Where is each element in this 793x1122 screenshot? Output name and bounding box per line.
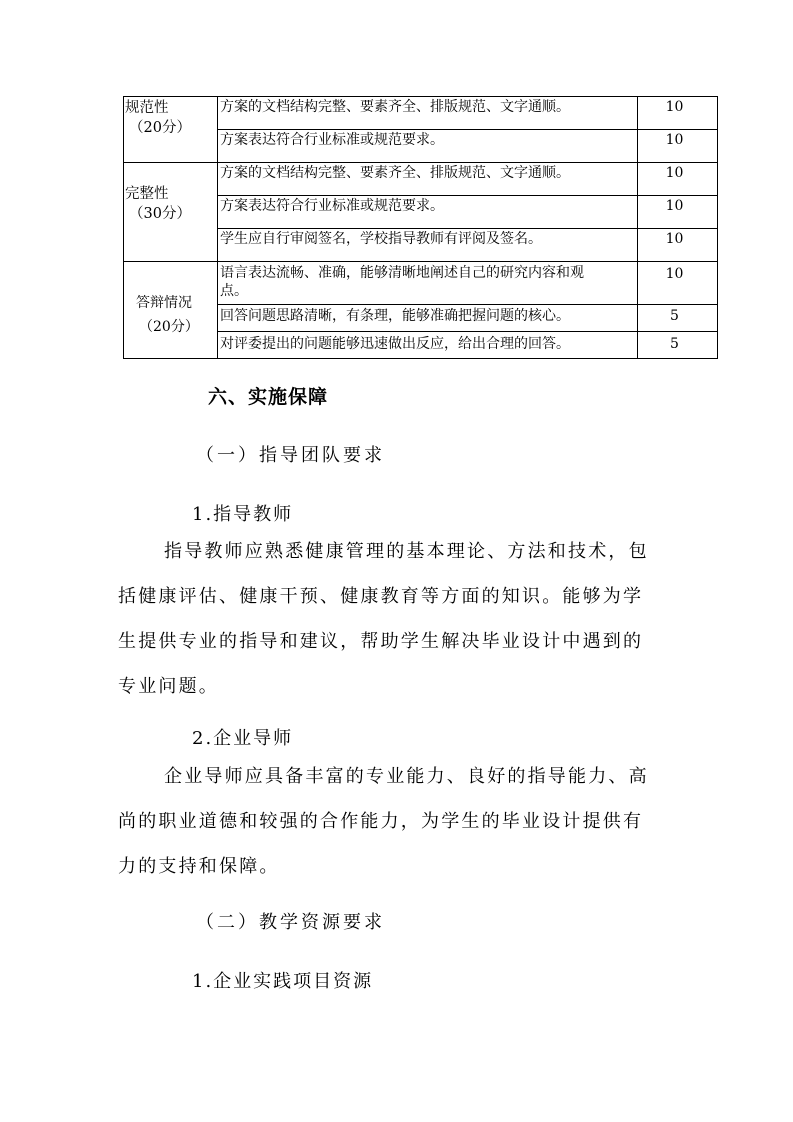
criterion-text: 方案的文档结构完整、要素齐全、排版规范、文字通顺。 bbox=[220, 99, 570, 115]
criterion-text bbox=[220, 264, 584, 300]
item-heading: 1.企业实践项目资源 bbox=[192, 971, 374, 992]
paragraph-supervisor bbox=[118, 529, 678, 709]
subsection-heading: （一）指导团队要求 bbox=[196, 445, 385, 466]
paragraph-line: 括健康评估、健康干预、健康教育等方面的知识。能够为学 bbox=[118, 586, 644, 607]
subsection-heading: （二）教学资源要求 bbox=[196, 912, 385, 933]
paragraph-line: 企业导师应具备丰富的专业能力、良好的指导能力、高 bbox=[164, 766, 649, 787]
category-name: 答辩情况 bbox=[136, 295, 192, 311]
criterion-score: 5 bbox=[670, 308, 679, 324]
criterion-score: 10 bbox=[665, 132, 684, 148]
criterion-score: 10 bbox=[665, 99, 684, 115]
criterion-score: 10 bbox=[665, 231, 684, 247]
criterion-text: 方案表达符合行业标准或规范要求。 bbox=[220, 132, 444, 148]
criterion-text-line: 点。 bbox=[220, 283, 248, 299]
criterion-text: 方案的文档结构完整、要素齐全、排版规范、文字通顺。 bbox=[220, 165, 570, 181]
category-cell bbox=[125, 184, 191, 224]
item-heading: 2.企业导师 bbox=[192, 728, 294, 749]
criterion-score: 10 bbox=[665, 198, 684, 214]
category-name: 规范性 bbox=[125, 100, 169, 116]
section-heading: 六、实施保障 bbox=[208, 386, 329, 408]
category-name: 完整性 bbox=[125, 186, 169, 202]
criterion-text: 方案表达符合行业标准或规范要求。 bbox=[220, 198, 444, 214]
criterion-score: 10 bbox=[665, 266, 684, 282]
criterion-text: 回答问题思路清晰，有条理，能够准确把握问题的核心。 bbox=[220, 308, 570, 324]
paragraph-line: 尚的职业道德和较强的合作能力，为学生的毕业设计提供有 bbox=[118, 811, 644, 832]
criterion-text: 学生应自行审阅签名，学校指导教师有评阅及签名。 bbox=[220, 231, 542, 247]
category-cell bbox=[125, 98, 191, 138]
paragraph-line: 生提供专业的指导和建议，帮助学生解决毕业设计中遇到的 bbox=[118, 631, 644, 652]
paragraph-line: 专业问题。 bbox=[118, 676, 219, 697]
criterion-score: 10 bbox=[665, 165, 684, 181]
category-score: （30分） bbox=[129, 206, 191, 222]
item-heading: 1.指导教师 bbox=[192, 504, 294, 525]
criterion-score: 5 bbox=[670, 336, 679, 352]
evaluation-table bbox=[123, 96, 718, 359]
criterion-text: 对评委提出的问题能够迅速做出反应，给出合理的回答。 bbox=[220, 336, 570, 352]
paragraph-line: 指导教师应熟悉健康管理的基本理论、方法和技术，包 bbox=[164, 541, 649, 562]
category-score: （20分） bbox=[129, 120, 191, 136]
criterion-text-line: 语言表达流畅、准确，能够清晰地阐述自己的研究内容和观 bbox=[220, 265, 584, 281]
paragraph-enterprise-mentor bbox=[118, 754, 678, 889]
paragraph-line: 力的支持和保障。 bbox=[118, 856, 280, 877]
category-score: （20分） bbox=[139, 319, 199, 335]
category-cell bbox=[133, 291, 199, 339]
